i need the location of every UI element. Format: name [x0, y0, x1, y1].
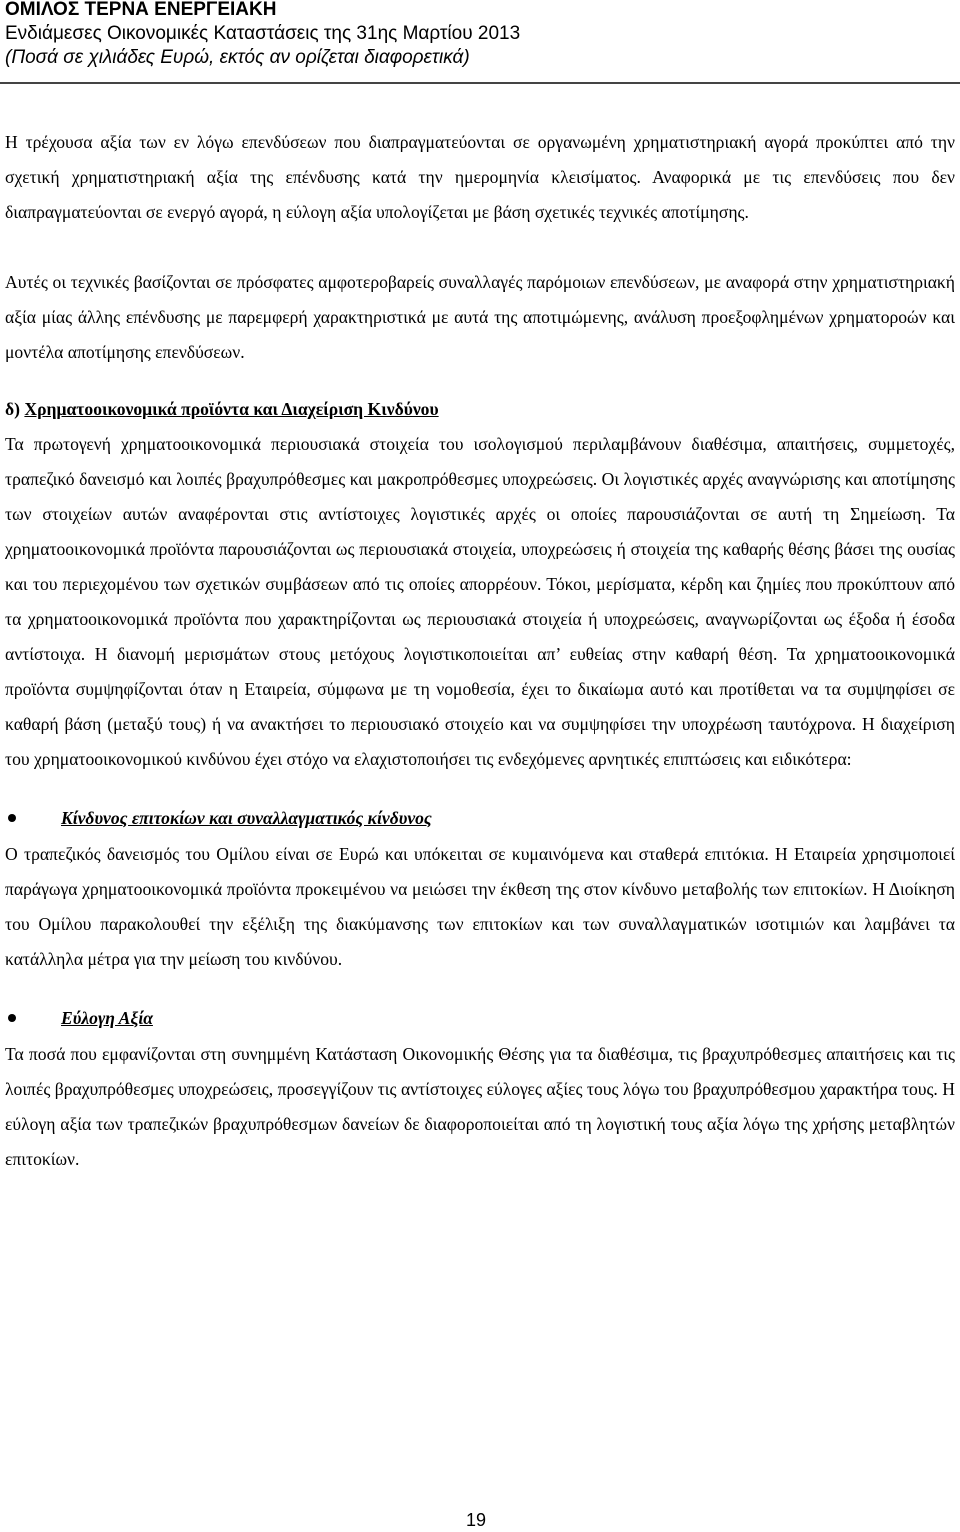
page-header [5, 0, 955, 70]
bullet-fair-value [8, 999, 955, 1037]
section-heading [5, 392, 955, 427]
paragraph-fair-value: Τα ποσά που εμφανίζονται στη συνημμένη Κατάσταση Οικονομικής Θέσης για τα διαθέσιμα, τις βραχυπρόθεσμες απαιτήσεις και τις λοιπές βραχυπρόθεσμες υποχρεώσεις, προσεγγίζουν τις αντίστοιχες εύλογες αξίες τους λόγω του βραχυπρόθεσμου χαρακτήρα τους. Η εύλογη αξία των τραπεζικών βραχυπρόθεσμων δανείων δε διαφοροποιείται από τη λογιστική τους αξία λόγω της χρήσης μεταβλητών επιτοκίων. [5, 1044, 955, 1169]
bullet-label: Κίνδυνος επιτοκίων και συναλλαγματικός κίνδυνος [61, 807, 432, 828]
document-body [5, 125, 955, 1177]
paragraph-fair-value-quoted: Η τρέχουσα αξία των εν λόγω επενδύσεων που διαπραγματεύονται σε οργανωμένη χρηματιστηριακή αγορά προκύπτει από την σχετική χρηματιστηριακή αξία της επένδυσης κατά την ημερομηνία κλεισίματος. Αναφορικά με τις επενδύσεις που δεν διαπραγματεύονται σε ενεργό αγορά, η εύλογη αξία υπολογίζεται με βάση σχετικές τεχνικές αποτίμησης. [5, 132, 955, 222]
paragraph-interest-risk: Ο τραπεζικός δανεισμός του Ομίλου είναι σε Ευρώ και υπόκειται σε κυμαινόμενα και σταθερά επιτόκια. Η Εταιρεία χρησιμοποιεί παράγωγα χρηματοοικονομικά προϊόντα προκειμένου να μειώσει την έκθεση της στον κίνδυνο μεταβολής των επιτοκίων. Η Διοίκηση του Ομίλου παρακολουθεί την εξέλιξη της διακύμανσης των επιτοκίων και των συναλλαγματικών ισοτιμιών και λαμβάνει τα κατάλληλα μέτρα για την μείωση του κινδύνου. [5, 844, 955, 969]
spacer [5, 977, 955, 999]
header-divider [0, 82, 960, 84]
section-prefix: δ) [5, 399, 25, 419]
spacer [5, 777, 955, 799]
paragraph-financial-instruments: Τα πρωτογενή χρηματοοικονομικά περιουσιακά στοιχεία του ισολογισμού περιλαμβάνουν διαθέσιμα, απαιτήσεις, συμμετοχές, τραπεζικό δανεισμό και λοιπές βραχυπρόθεσμες και μακροπρόθεσμες υποχρεώσεις. Οι λογιστικές αρχές αναγνώρισης και αποτίμησης των στοιχείων αυτών αναφέρονται στις αντίστοιχες λογιστικές αρχές οι οποίες παρουσιάζονται σε αυτή τη Σημείωση. Τα χρηματοοικονομικά προϊόντα παρουσιάζονται ως περιουσιακά στοιχεία, υποχρεώσεις ή στοιχεία της καθαρής θέσης βάσει της ουσίας και του περιεχομένου των σχετικών συμβάσεων από τις οποίες απορρέουν. Τόκοι, μερίσματα, κέρδη και ζημίες που προκύπτουν από τα χρηματοοικονομικά προϊόντα που χαρακτηρίζονται ως περιουσιακά στοιχεία ή υποχρεώσεις, αναγνωρίζονται ως έξοδα ή έσοδα αντίστοιχα. Η διανομή μερισμάτων στους μετόχους λογιστικοποιείται απ’ ευθείας στην καθαρή θέση. Τα χρηματοοικονομικά προϊόντα συμψηφίζονται όταν η Εταιρεία, σύμφωνα με τη νομοθεσία, έχει το δικαίωμα αυτό και προτίθεται να τα συμψηφίσει σε καθαρή βάση (μεταξύ τους) ή να ανακτήσει το περιουσιακό στοιχείο και να συμψηφίσει την υποχρέωση ταυτόχρονα. Η διαχείριση του χρηματοοικονομικού κινδύνου έχει στόχο να ελαχιστοποιήσει τις ενδεχόμενες αρνητικές επιπτώσεις και ειδικότερα: [5, 434, 955, 769]
section-title: Χρηματοοικονομικά προϊόντα και Διαχείριση Κινδύνου [24, 399, 439, 419]
bullet-icon [8, 1014, 16, 1022]
spacer [5, 370, 955, 392]
units-note: (Ποσά σε χιλιάδες Ευρώ, εκτός αν ορίζεται διαφορετικά) [5, 47, 470, 68]
statements-title: Ενδιάμεσες Οικονομικές Καταστάσεις της 31ης Μαρτίου 2013 [5, 23, 521, 44]
bullet-icon [8, 814, 16, 822]
company-name: ΟΜΙΛΟΣ ΤΕΡΝΑ ΕΝΕΡΓΕΙΑΚΗ [5, 0, 277, 20]
bullet-interest-fx-risk [8, 799, 955, 837]
spacer [5, 230, 955, 265]
page-number: 19 [466, 1510, 487, 1530]
bullet-label: Εύλογη Αξία [61, 1007, 153, 1028]
paragraph-valuation-techniques: Αυτές οι τεχνικές βασίζονται σε πρόσφατες αμφοτεροβαρείς συναλλαγές παρόμοιων επενδύσεων, με αναφορά στην χρηματιστηριακή αξία μίας άλλης επένδυσης με παρεμφερή χαρακτηριστικά με αυτά της αποτιμώμενης, ανάλυση προεξοφλημένων χρηματοροών και μοντέλα αποτίμησης επενδύσεων. [5, 272, 955, 362]
